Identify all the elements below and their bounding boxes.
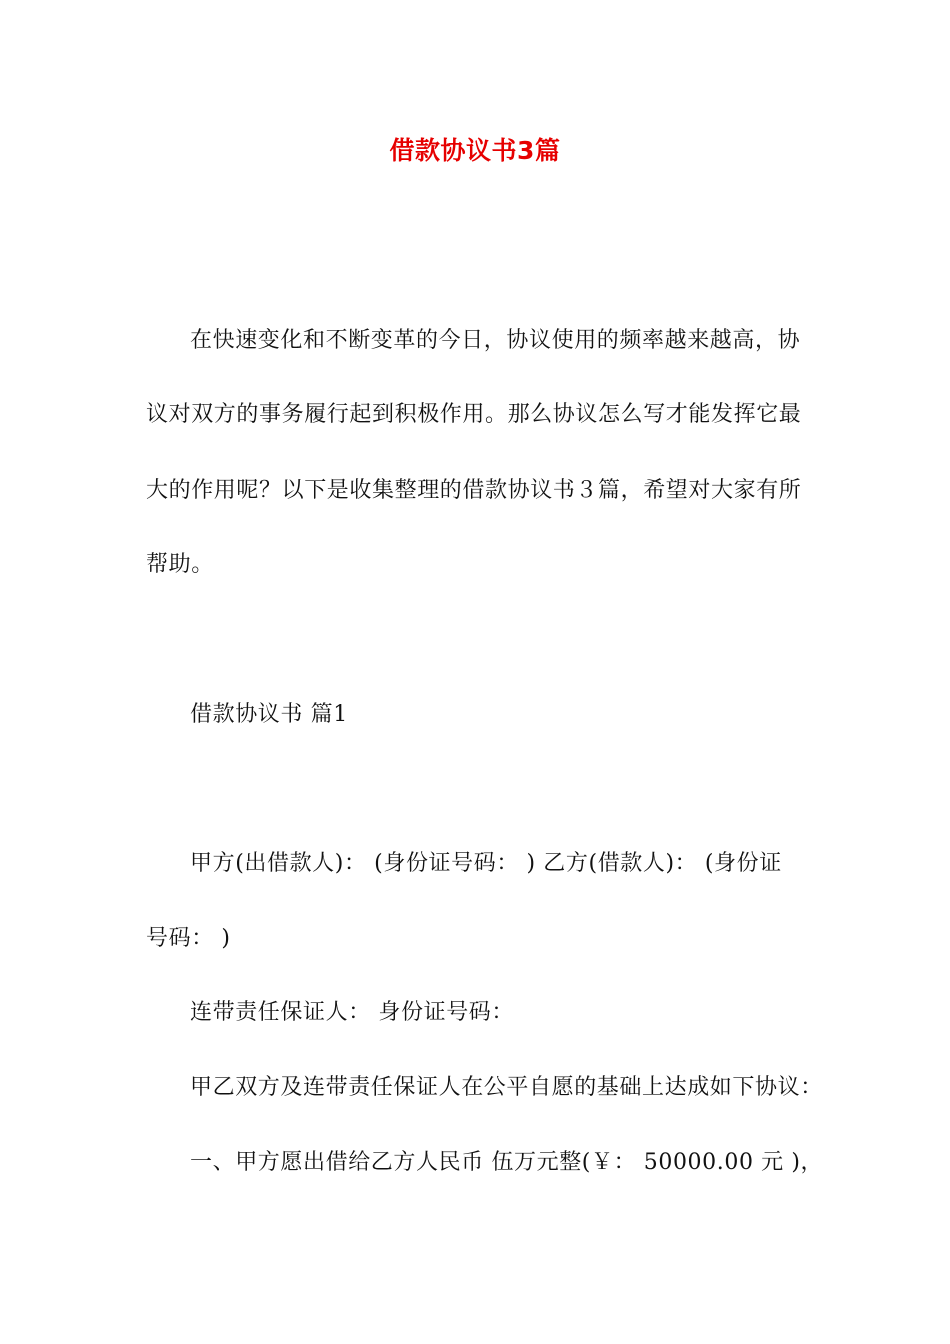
clause-1-line: 一、甲方愿出借给乙方人民币 伍万元整(￥： 50000.00 元 )， [190, 1150, 824, 1175]
section-heading: 借款协议书 篇1 [190, 702, 348, 727]
page-title: 借款协议书3篇 [389, 136, 561, 165]
intro-line-1: 在快速变化和不断变革的今日，协议使用的频率越来越高，协 [190, 328, 801, 353]
intro-line-3: 大的作用呢？以下是收集整理的借款协议书３篇，希望对大家有所 [146, 478, 802, 503]
parties-line-1: 甲方(出借款人)： (身份证号码： ) 乙方(借款人)： (身份证 [190, 851, 782, 876]
guarantor-line: 连带责任保证人： 身份证号码： [190, 1000, 514, 1025]
agreement-line: 甲乙双方及连带责任保证人在公平自愿的基础上达成如下协议： [190, 1075, 823, 1100]
intro-line-4: 帮助。 [146, 552, 214, 577]
intro-line-2: 议对双方的事务履行起到积极作用。那么协议怎么写才能发挥它最 [146, 402, 802, 427]
parties-line-2: 号码： ) [146, 926, 231, 951]
